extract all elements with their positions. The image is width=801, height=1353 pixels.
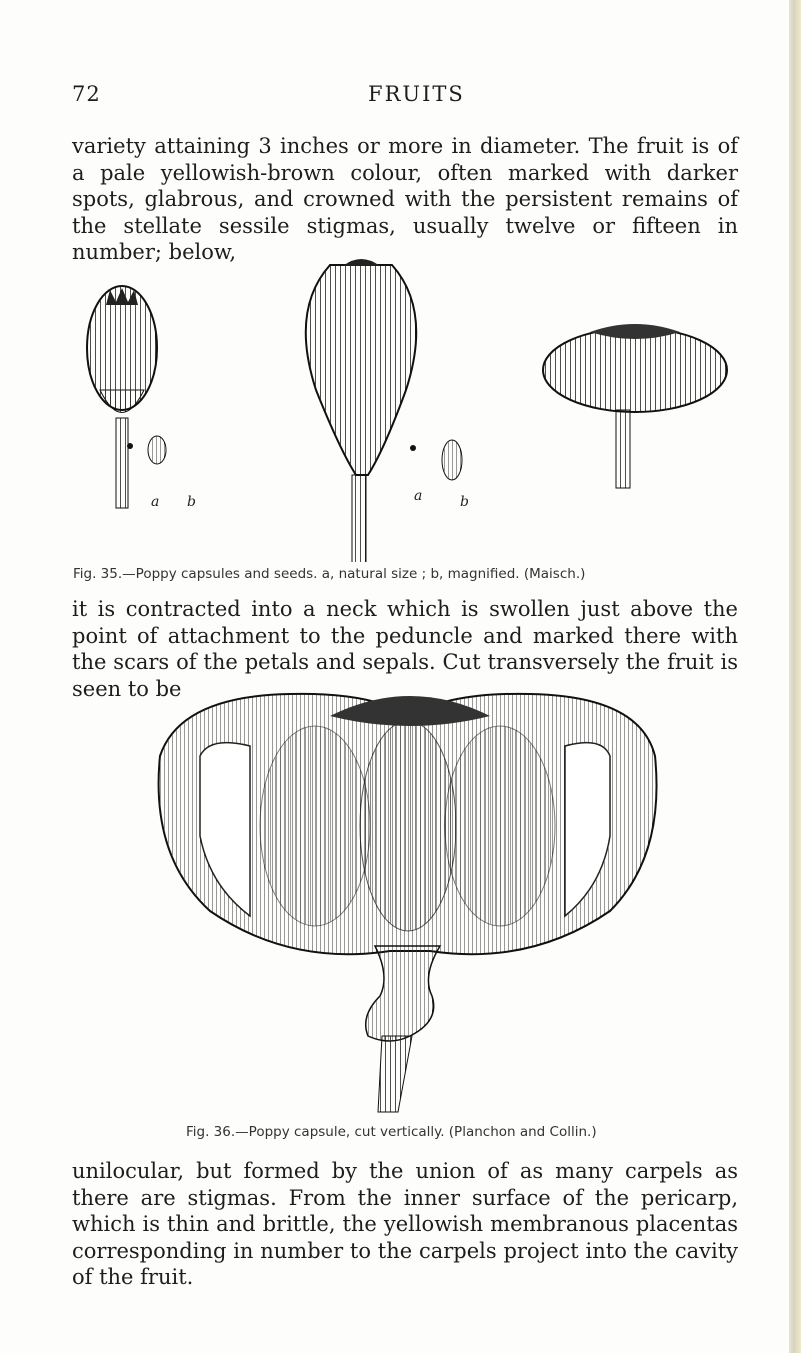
capsule-right-drawing <box>543 324 727 488</box>
running-title: FRUITS <box>368 82 465 106</box>
fig35-label-b-left: b <box>187 494 196 510</box>
figure-36-illustration <box>140 676 680 1120</box>
paragraph-1: variety attaining 3 inches or more in diameter. The fruit is of a pale yellowish-brown colour, often marked with darker spots, glabrous, and crowned with the persistent remains of the stellate sessile stigmas, usually twelve or fifteen in number; below, <box>72 134 738 265</box>
page-number: 72 <box>72 82 101 106</box>
figure-35-caption: Fig. 35.—Poppy capsules and seeds. a, natural size ; b, magnified. (Maisch.) <box>73 566 586 582</box>
capsule-middle-drawing <box>306 259 462 562</box>
page-edge <box>789 0 801 1353</box>
fig35-label-a-middle: a <box>414 488 423 504</box>
paragraph-2: it is contracted into a neck which is swollen just above the point of attachment to the peduncle and marked there with the scars of the petals and sepals. Cut transversely the fruit is seen to be <box>72 597 738 701</box>
fig35-label-b-middle: b <box>460 494 469 510</box>
fig35-label-a-left: a <box>151 494 160 510</box>
paragraph-3: unilocular, but formed by the union of as many carpels as there are stigmas. From the inner surface of the pericarp, which is thin and brittle, the yellowish membranous placentas corresponding in number to the carpels project into the cavity of the fruit. <box>72 1159 738 1290</box>
figure-35-illustration <box>80 250 740 562</box>
capsule-left-drawing <box>87 286 166 508</box>
figure-36-caption: Fig. 36.—Poppy capsule, cut vertically. (Planchon and Collin.) <box>186 1124 597 1140</box>
